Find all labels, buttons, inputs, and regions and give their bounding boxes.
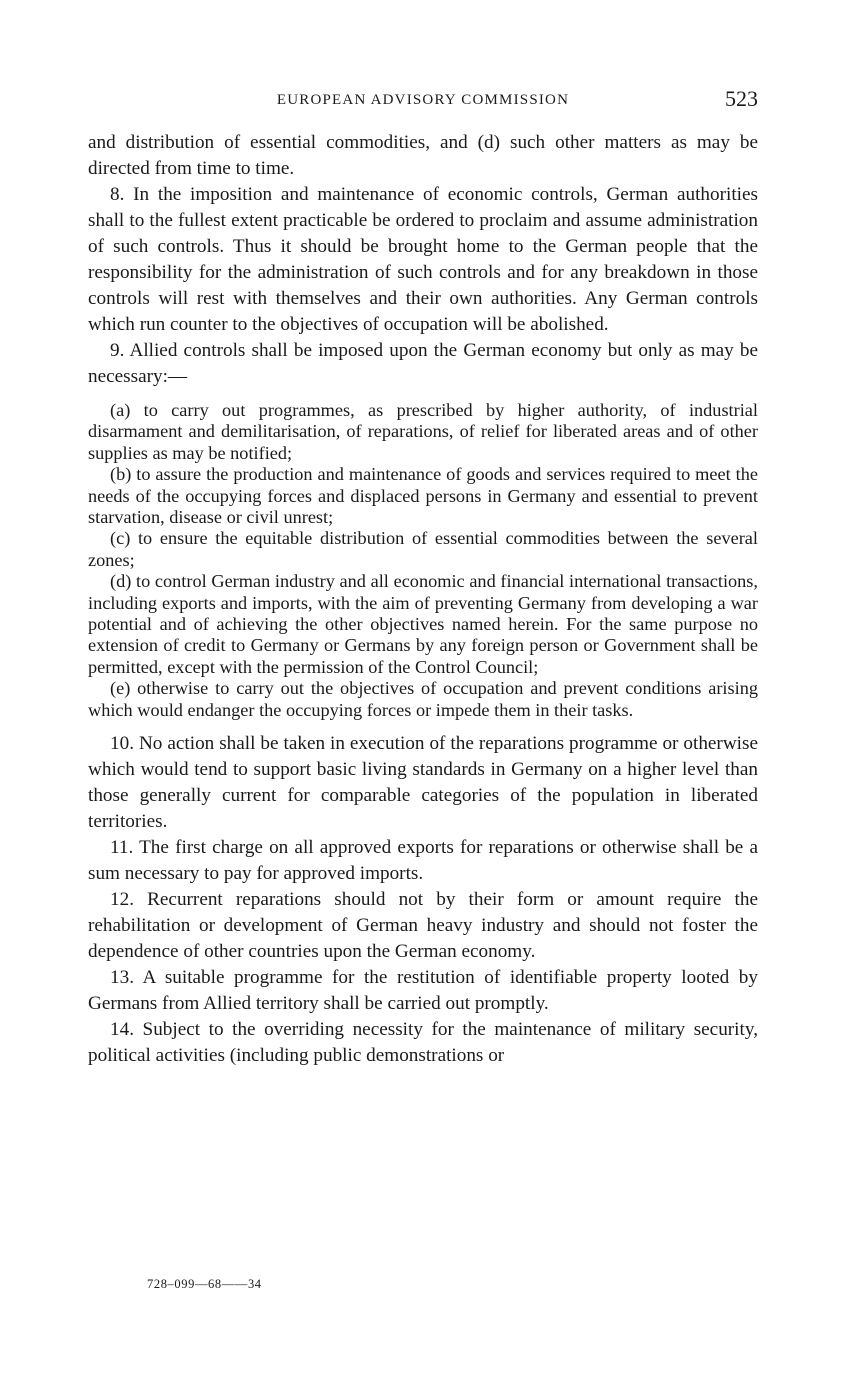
subitem-d: (d) to control German industry and all economic and financial international transactions, including exports and imports, with the aim of preventing Germany from developing a war potential and of achieving the other objectives named herein. For the same purpose no extension of credit to Germany or Germans by any foreign person or Government shall be permitted, except with the permission of the Control Council;	[88, 571, 758, 677]
paragraph-11: 11. The first charge on all approved exports for reparations or otherwise shall be a sum necessary to pay for approved imports.	[88, 837, 758, 885]
print-code: 728–099—68——34	[147, 1277, 262, 1291]
running-head: EUROPEAN ADVISORY COMMISSION	[276, 92, 570, 108]
subitem-b: (b) to assure the production and maintenance of goods and services required to meet the needs of the occupying forces and displaced persons in Germany and essential to prevent starvation, disease or civil unrest;	[88, 464, 758, 528]
paragraph-10: 10. No action shall be taken in execution of the reparations programme or otherwise which would tend to support basic living standards in Germany on a higher level than those generally current for comparable categories of the population in liberated territories.	[88, 733, 758, 833]
page-body	[88, 130, 758, 1069]
page-number: 523	[725, 86, 758, 111]
paragraph-8: 8. In the imposition and maintenance of economic controls, German authorities shall to the fullest extent practicable be ordered to proclaim and assume administration of such controls. Thus it should be brought home to the German people that the responsibility for the administration of such controls and for any breakdown in those controls will rest with themselves and their own authorities. Any German controls which run counter to the objectives of occupation will be abolished.	[88, 184, 758, 335]
paragraph-13: 13. A suitable programme for the restitution of identifiable property looted by Germans from Allied territory shall be carried out promptly.	[88, 967, 758, 1015]
paragraph-14: 14. Subject to the overriding necessity for the maintenance of military security, political activities (including public demonstrations or	[88, 1019, 758, 1067]
paragraph-continuation: and distribution of essential commodities, and (d) such other matters as may be directed from time to time.	[88, 132, 758, 179]
subitem-e: (e) otherwise to carry out the objectives of occupation and prevent conditions arising which would endanger the occupying forces or impede them in their tasks.	[88, 678, 758, 720]
page-header	[88, 88, 758, 114]
subitem-a: (a) to carry out programmes, as prescribed by higher authority, of industrial disarmament and demilitarisation, of reparations, of relief for liberated areas and of other supplies as may be notified;	[88, 400, 758, 463]
paragraph-9: 9. Allied controls shall be imposed upon the German economy but only as may be necessary:—	[88, 340, 758, 387]
subitem-c: (c) to ensure the equitable distribution of essential commodities between the several zones;	[88, 528, 758, 570]
paragraph-12: 12. Recurrent reparations should not by their form or amount require the rehabilitation or development of German heavy industry and should not foster the dependence of other countries upon the German economy.	[88, 889, 758, 963]
paragraph-9-subitems	[88, 400, 758, 721]
